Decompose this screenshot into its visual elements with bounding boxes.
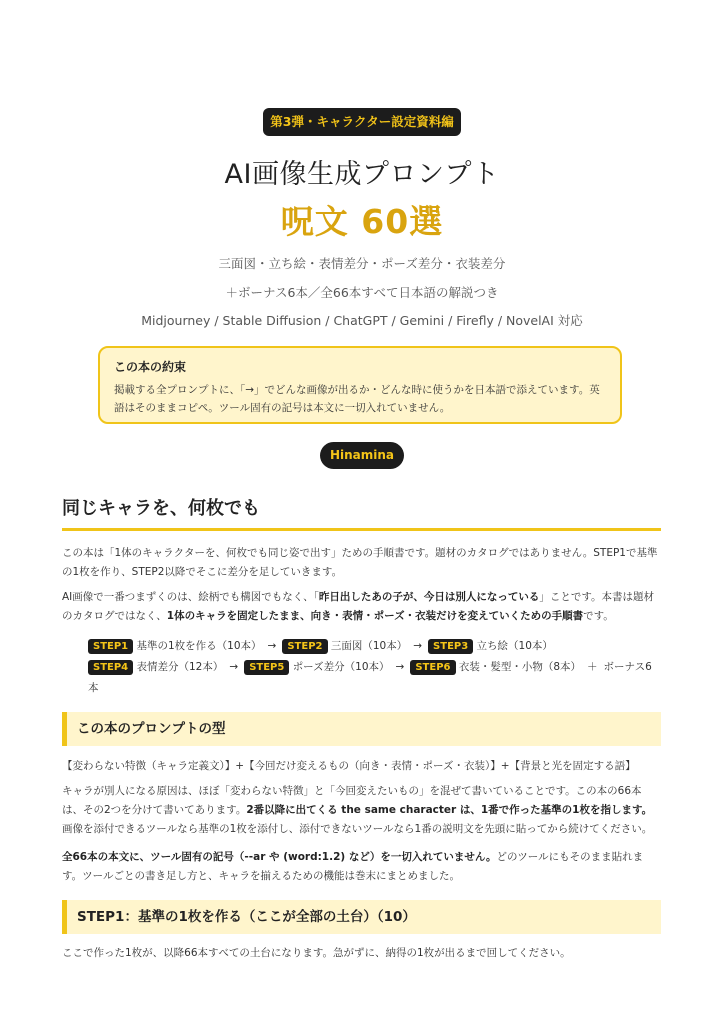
- tool-notation-emphasis: 全66本の本文に、ツール固有の記号（--ar や (word:1.2) など）を一切入れていません。: [62, 851, 497, 863]
- intro-paragraph: この本は「1体のキャラクターを、何枚でも同じ姿で出す」ための手順書です。題材のカタログではありません。STEP1で基準の1枚を作り、STEP2以降でそこに差分を足していきます。: [62, 547, 658, 578]
- author-badge: Hinamina: [320, 442, 404, 469]
- promise-heading: この本の約束: [114, 360, 187, 374]
- section-divider: [62, 528, 661, 531]
- promise-callout: [98, 346, 622, 424]
- step-tag: STEP3: [428, 639, 473, 654]
- tagline-categories: 三面図・立ち絵・表情差分・ポーズ差分・衣装差分: [218, 256, 506, 271]
- problem-paragraph: [62, 588, 662, 626]
- problem-emphasis-1: 昨日出したあの子が、今日は別人になっている: [318, 591, 540, 603]
- step-item: [88, 661, 223, 673]
- problem-text-3: です。: [583, 610, 614, 622]
- step-tag: STEP1: [88, 639, 133, 654]
- format-emphasis: 2番以降に出てくる the same character は、1番で作った基準の1枚を指します。: [246, 804, 653, 816]
- promise-body: 掲載する全プロンプトに、「→」でどんな画像が出るか・どんな時に使うかを日本語で添えています。英語はそのままコピペ。ツール固有の記号は本文に一切入れていません。: [114, 384, 600, 414]
- tool-notation-text: どのツールにもそのまま貼れます。ツールごとの書き足し方と、キャラを揃えるための機能は巻末にまとめました。: [62, 851, 644, 882]
- plus-icon: ＋: [587, 661, 598, 673]
- section-heading-prompt-format: この本のプロンプトの型: [62, 712, 661, 746]
- step-label: 衣装・髪型・小物（8本）: [458, 661, 582, 673]
- arrow-icon: →: [229, 661, 239, 673]
- step1-intro: ここで作った1枚が、以降66本すべての土台になります。急がずに、納得の1枚が出るまで回してください。: [62, 947, 571, 959]
- tagline-tools: Midjourney / Stable Diffusion / ChatGPT / Gemini / Firefly / NovelAI 対応: [141, 313, 583, 328]
- step-tag: STEP6: [410, 660, 455, 675]
- format-text-2: 画像を添付できるツールなら基準の1枚を添付し、添付できないツールなら1番の説明文を先頭に貼ってから続けてください。: [62, 823, 653, 835]
- problem-text-2: 」ことです。本書は題材のカタログではなく、: [62, 591, 654, 622]
- section-heading-step1: STEP1：基準の1枚を作る（ここが全部の土台）（10）: [62, 900, 661, 934]
- arrow-icon: →: [395, 661, 405, 673]
- step-tag: STEP5: [244, 660, 289, 675]
- problem-text-1: AI画像で一番つまずくのは、絵柄でも構図でもなく、「: [62, 591, 319, 603]
- step-tag: STEP2: [282, 639, 327, 654]
- step-item: [88, 640, 262, 652]
- step-label: 基準の1枚を作る（10本）: [136, 640, 262, 652]
- step-item: [282, 640, 407, 652]
- step-item: [428, 640, 553, 652]
- step-label: 表情差分（12本）: [136, 661, 224, 673]
- problem-emphasis-2: 1体のキャラを固定したまま、向き・表情・ポーズ・衣装だけを変えていくための手順書: [166, 610, 584, 622]
- format-text-1: キャラが別人になる原因は、ほぼ「変わらない特徴」と「今回変えたいもの」を混ぜて書いていることです。この本の66本は、その2つを分けて書いてあります。: [62, 785, 642, 816]
- tagline-count: ＋ボーナス6本／全66本すべて日本語の解説つき: [225, 285, 499, 300]
- step-tag: STEP4: [88, 660, 133, 675]
- step-flow: [88, 636, 660, 699]
- tool-notation-paragraph: [62, 848, 662, 886]
- step-item: [410, 661, 581, 673]
- step-item: [244, 661, 389, 673]
- book-subtitle: 呪文 60選: [280, 202, 444, 241]
- prompt-formula: 【変わらない特徴（キャラ定義文）】+【今回だけ変えるもの（向き・表情・ポーズ・衣装）】+【背景と光を固定する語】: [62, 760, 636, 772]
- step-label: 三面図（10本）: [330, 640, 408, 652]
- arrow-icon: →: [413, 640, 423, 652]
- step-label: 立ち絵（10本）: [476, 640, 553, 652]
- step-label: ポーズ差分（10本）: [292, 661, 390, 673]
- book-title: AI画像生成プロンプト: [224, 159, 500, 190]
- series-badge: 第3弾・キャラクター設定資料編: [263, 108, 461, 136]
- arrow-icon: →: [267, 640, 277, 652]
- bonus-label: ボーナス6本: [88, 661, 652, 694]
- section-heading-same-character: 同じキャラを、何枚でも: [62, 498, 260, 519]
- format-paragraph: [62, 782, 662, 839]
